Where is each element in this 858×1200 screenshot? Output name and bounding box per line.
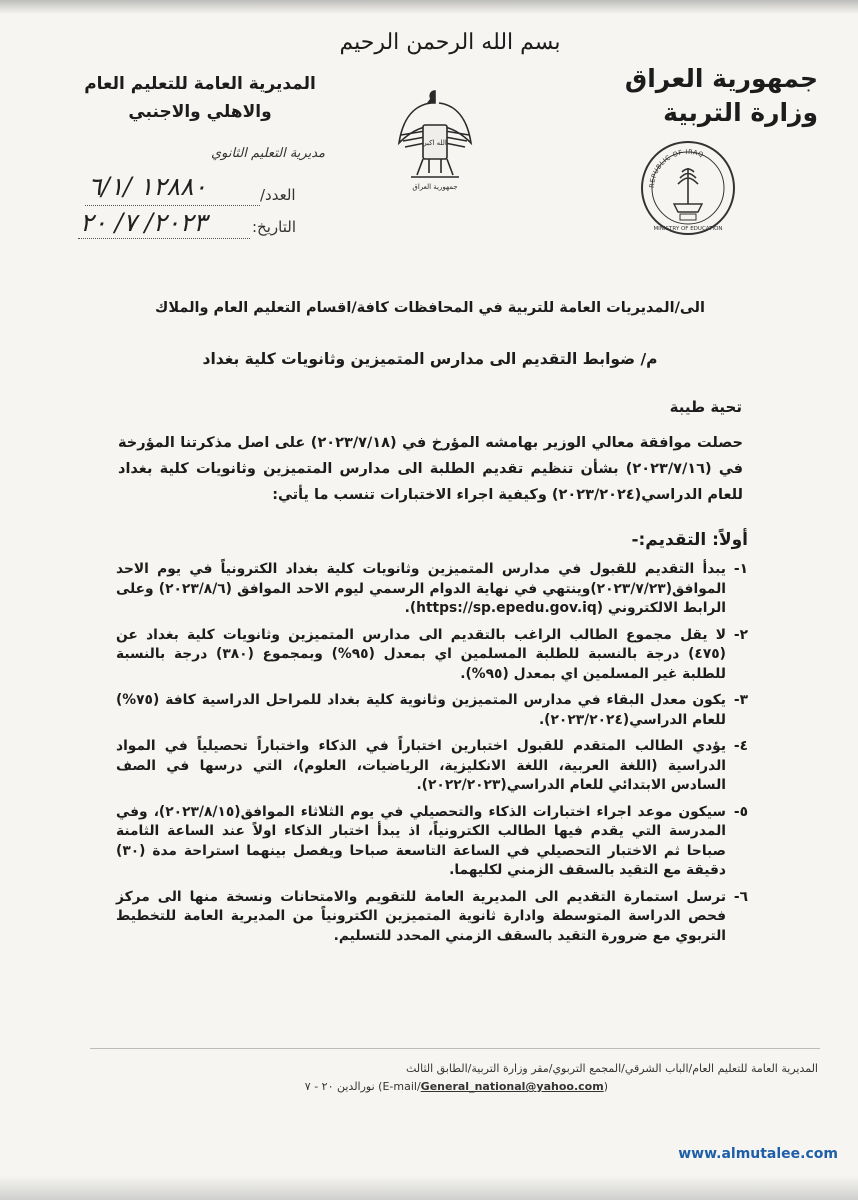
scan-shadow-top <box>0 0 858 14</box>
list-item <box>116 626 748 685</box>
iraq-eagle-emblem <box>395 85 475 195</box>
email-label: (E-mail/ <box>382 1080 608 1093</box>
seal-bottom-text: MINISTRY OF EDUCATION <box>653 226 723 232</box>
sub-directorate: مديرية التعليم الثانوي <box>210 146 325 161</box>
item-number: ٥- <box>733 803 748 820</box>
ministry-seal <box>638 138 738 238</box>
list-item <box>116 888 748 947</box>
list-item <box>116 560 748 619</box>
date-line <box>78 238 250 239</box>
date-label: التاريخ: <box>252 218 296 236</box>
footer-contact <box>305 1080 608 1093</box>
contact-tail: نورالدين ٢٠ - ٧ <box>304 1080 375 1093</box>
item-text: لا يقل مجموع الطالب الراغب بالتقديم الى مدارس المتميزين وثانويات كلية بغداد عن (٤٧٥) درجة بالنسبة للطلبة المسلمين اي بمعدل (٩٥%) وبمجموع (٣٨٠) درجة بالنسبة للطلبة غير المسلمين اي بمعدل (٩٥%). <box>116 626 726 682</box>
footer-divider <box>90 1048 820 1049</box>
date-value: ٢٠٢٣/ ٧/ ٢٠ <box>80 208 207 237</box>
directorate-line-1: المديرية العامة للتعليم العام <box>84 74 316 94</box>
item-text: يؤدي الطالب المتقدم للقبول اختبارين اختباراً في الذكاء واختباراً تحصيلياً في المواد الدراسية (اللغة العربية، اللغة الانكليزية، الرياضيات، العلوم)، التي درسها في الصف السادس الابتدائي للعام الدراسي(٢٠٢٢/٢٠٢٣). <box>116 738 726 793</box>
country-name: جمهورية العراق <box>624 64 818 93</box>
item-text: سيكون موعد اجراء اختبارات الذكاء والتحصيلي في يوم الثلاثاء الموافق(٢٠٢٣/٨/١٥)، وفي المدرسة التي يقدم فيها الطالب الكترونياً، اذ يبدأ اختبار الذكاء اولاً عند الساعة الثامنة صباحا ثم الاختبار التحصيلي في الساعة التاسعة صباحا ويفصل بينهما استراحة مدة (٣٠) دقيقة مع التقيد بالسقف الزمني لكليهما. <box>116 803 727 878</box>
recipient-line: الى/المديريات العامة للتربية في المحافظات كافة/اقسام التعليم العام والملاك <box>155 300 705 316</box>
number-label: العدد/ <box>260 186 296 204</box>
item-number: ٢- <box>733 626 748 643</box>
section-title: أولاً: التقديم:- <box>631 530 748 550</box>
greeting: تحية طيبة <box>669 398 742 416</box>
site-watermark[interactable]: www.almutalee.com <box>678 1146 838 1162</box>
item-number: ٣- <box>733 692 748 708</box>
item-number: ٤- <box>733 738 748 754</box>
intro-paragraph: حصلت موافقة معالي الوزير بهامشه المؤرخ في (٢٠٢٣/٧/١٨) على اصل مذكرتنا المؤرخة في (٢٠٢٣/٧/١٦) بشأن تنظيم تقديم الطلبة الى مدارس المتميزين وثانويات كلية بغداد للعام الدراسي(٢٠٢٣/٢٠٢٤) وكيفية اجراء الاختبارات تنسب ما يأتي: <box>118 435 744 503</box>
item-text: يبدأ التقديم للقبول في مدارس المتميزين وثانويات كلية بغداد الكترونياً في يوم الاحد الموافق(٢٠٢٣/٧/٢٣)وينتهي في نهاية الدوام الرسمي ليوم الاحد الموافق (٢٠٢٣/٨/٦) وعلى الرابط الالكتروني (https://sp.epedu.gov.iq). <box>116 561 727 616</box>
item-number: ١- <box>733 561 748 577</box>
seal-text: REPUBLIC OF IRAQ <box>647 147 705 189</box>
directorate-header <box>60 70 340 126</box>
emblem-inner-text: الله اكبر <box>423 139 447 147</box>
subject-line: م/ ضوابط التقديم الى مدارس المتميزين وثانويات كلية بغداد <box>202 350 658 368</box>
basmala: بسم الله الرحمن الرحيم <box>339 30 561 55</box>
list-item <box>116 691 748 730</box>
footer-address: المديرية العامة للتعليم العام/الباب الشرقي/المجمع التربوي/مقر وزارة التربية/الطابق الثالث <box>405 1062 818 1075</box>
item-text: يكون معدل البقاء في مدارس المتميزين وثانوية كلية بغداد للمراحل الدراسية كافة (٧٥%) للعام الدراسي(٢٠٢٣/٢٠٢٤). <box>116 692 726 728</box>
item-text: ترسل استمارة التقديم الى المديرية العامة للتقويم والامتحانات ونسخة منها الى مركز فحص الدراسة المتوسطة وادارة ثانوية المتميزين الكترونياً من المديرية العامة للتخطيط التربوي مع ضرورة التقيد بالسقف الزمني المحدد للتسليم. <box>116 888 726 944</box>
number-line <box>85 205 260 206</box>
emblem-caption: جمهورية العراق <box>412 183 458 191</box>
list-item <box>116 803 748 881</box>
conditions-list <box>116 560 748 953</box>
email-link[interactable]: General_national@yahoo.com <box>420 1080 604 1093</box>
directorate-line-2: والاهلي والاجنبي <box>128 102 272 122</box>
ministry-name: وزارة التربية <box>663 98 818 127</box>
scan-shadow-bottom <box>0 1176 858 1200</box>
list-item <box>116 737 748 796</box>
country-header <box>588 62 818 130</box>
item-number: ٦- <box>733 888 748 905</box>
number-value: ١٢٨٨٠ /٦/١ <box>88 172 207 201</box>
email-close: ) <box>378 1080 383 1093</box>
